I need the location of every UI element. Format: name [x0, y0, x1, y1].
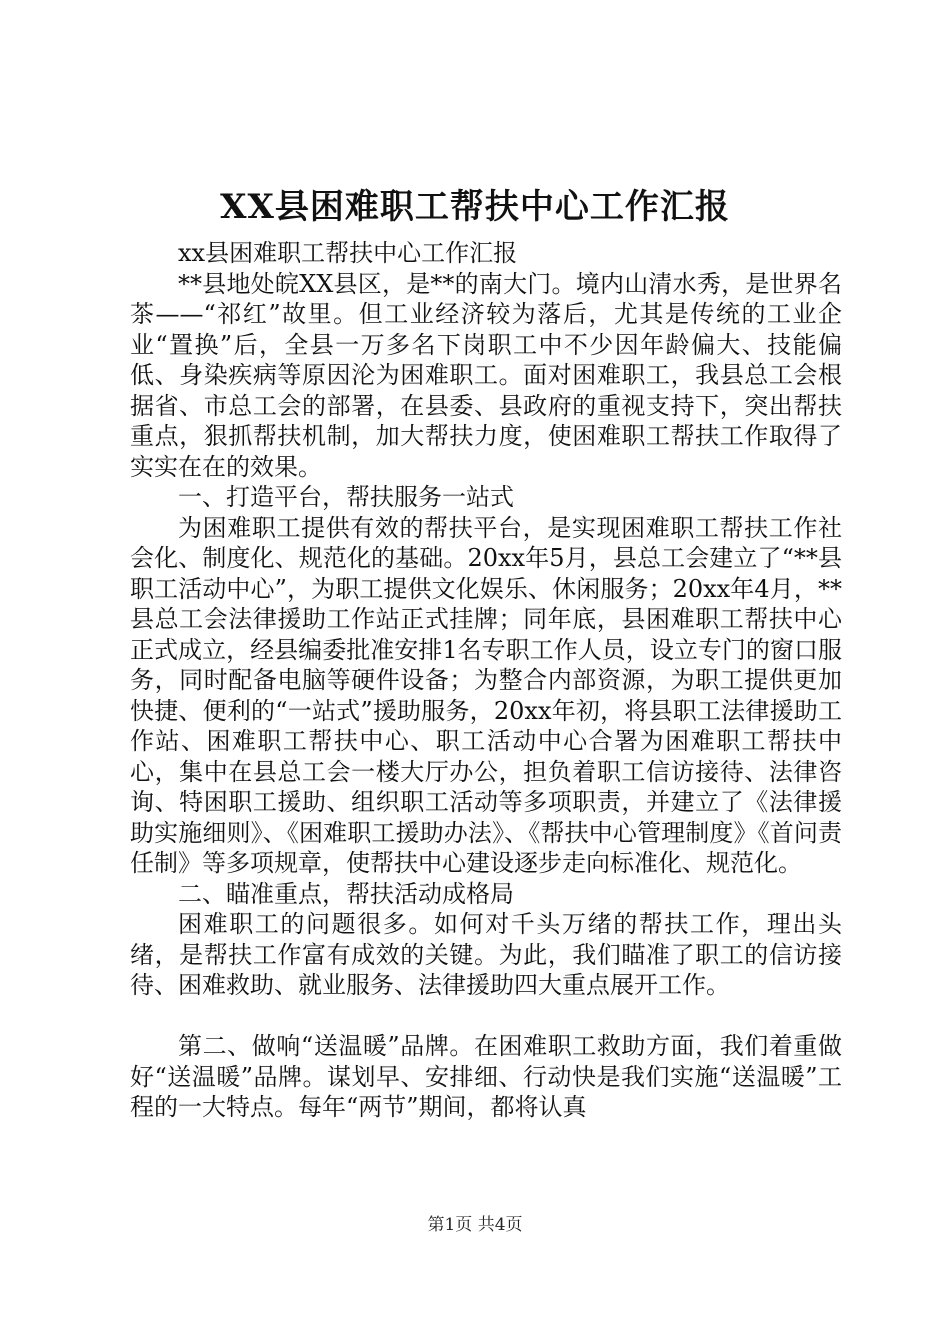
paragraph-warmth: 第二、做响“送温暖”品牌。在困难职工救助方面，我们着重做好“送温暖”品牌。谋划早、安排细、行动快是我们实施“送温暖”工程的一大特点。每年“两节”期间，都将认真	[130, 1032, 842, 1121]
paragraph-intro: **县地处皖XX县区，是**的南大门。境内山清水秀，是世界名茶——“祁红”故里。但工业经济较为落后，尤其是传统的工业企业“置换”后，全县一万多名下岗职工中不少因年龄偏大、技能偏低、身染疾病等原因沦为困难职工。面对困难职工，我县总工会根据省、市总工会的部署，在县委、县政府的重视支持下，突出帮扶重点，狠抓帮扶机制，加大帮扶力度，使困难职工帮扶工作取得了实实在在的效果。	[130, 269, 842, 481]
page-footer: 第1页 共4页	[427, 1215, 523, 1235]
section-heading-1: 一、打造平台，帮扶服务一站式	[178, 483, 514, 511]
paragraph-section-1: 为困难职工提供有效的帮扶平台，是实现困难职工帮扶工作社会化、制度化、规范化的基础。20xx年5月，县总工会建立了“**县职工活动中心”，为职工提供文化娱乐、休闲服务；20xx年4月，**县总工会法律援助工作站正式挂牌；同年底，县困难职工帮扶中心正式成立，经县编委批准安排1名专职工作人员，设立专门的窗口服务，同时配备电脑等硬件设备；为整合内部资源，为职工提供更加快捷、便利的“一站式”援助服务，20xx年初，将县职工法律援助工作站、困难职工帮扶中心、职工活动中心合署为困难职工帮扶中心，集中在县总工会一楼大厅办公，担负着职工信访接待、法律咨询、特困职工援助、组织职工活动等多项职责，并建立了《法律援助实施细则》、《困难职工援助办法》、《帮扶中心管理制度》《首问责任制》等多项规章，使帮扶中心建设逐步走向标准化、规范化。	[130, 513, 842, 877]
section-heading-2: 二、瞄准重点，帮扶活动成格局	[178, 879, 514, 908]
paragraph-section-2: 困难职工的问题很多。如何对千头万绪的帮扶工作，理出头绪，是帮扶工作富有成效的关键。为此，我们瞄准了职工的信访接待、困难救助、就业服务、法律援助四大重点展开工作。	[130, 910, 842, 999]
paragraph-spacer	[130, 1001, 842, 1032]
document-title: XX县困难职工帮扶中心工作汇报	[220, 187, 730, 227]
document-body	[130, 238, 842, 1123]
paragraph-subtitle: xx县困难职工帮扶中心工作汇报	[178, 239, 518, 267]
